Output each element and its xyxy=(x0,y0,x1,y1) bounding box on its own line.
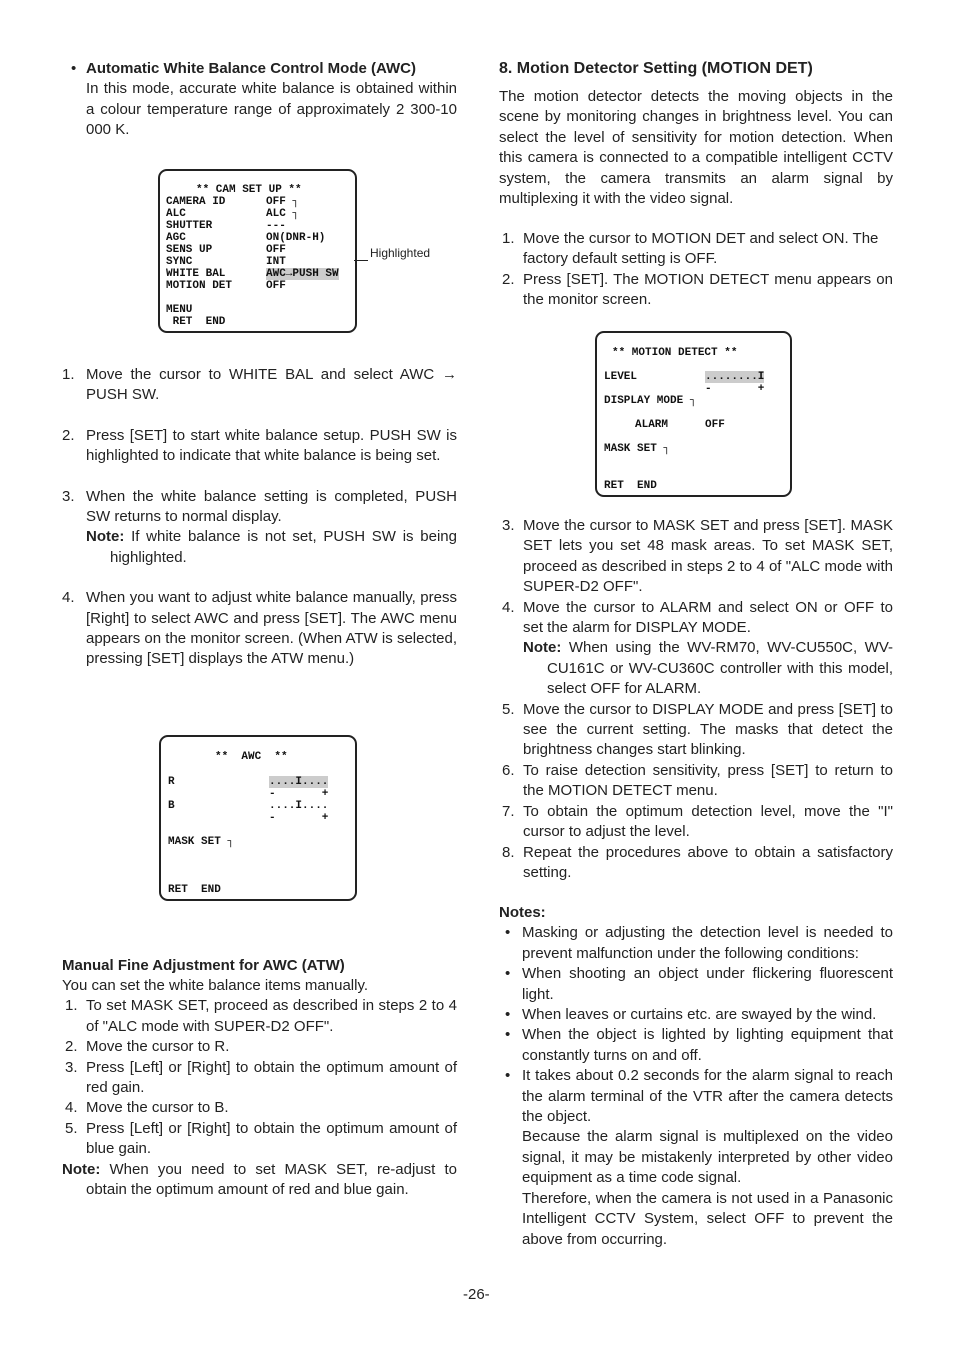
menu-row-value: OFF xyxy=(266,244,286,256)
motion-intro xyxy=(499,59,893,209)
awc-description: In this mode, accurate white balance is obtained within a colour temperature range of approximately 2 300-10 000 K. xyxy=(86,80,457,139)
note-continuation: Therefore, when the camera is not used in a Panasonic Intelligent CCTV System, select OFF to prevent the above from occurring. xyxy=(522,1189,893,1248)
bullet-icon: • xyxy=(71,60,77,77)
highlighted-callout: Highlighted xyxy=(370,246,431,260)
level-label: LEVEL xyxy=(604,371,638,383)
bullet-icon: • xyxy=(505,924,511,942)
step3-note: Note: If white balance is not set, PUSH SW is being highlighted. xyxy=(86,528,457,566)
ret-end-label: RET END xyxy=(168,884,221,896)
callout-line xyxy=(354,260,368,261)
motion-steps-b xyxy=(499,516,893,883)
alarm-value: OFF xyxy=(705,419,725,431)
menu-row-value: ON(DNR-H) xyxy=(266,232,326,244)
mask-set-label: MASK SET ┐ xyxy=(168,836,235,848)
menu-row-label: AGC xyxy=(166,232,186,244)
menu-row-label: SHUTTER xyxy=(166,220,213,232)
menu-row-label: SENS UP xyxy=(166,244,213,256)
list-item: 5. Press [Left] or [Right] to obtain the optimum amount of blue gain. xyxy=(65,1119,457,1158)
menu-row-label: ALC xyxy=(166,208,186,220)
b-label: B xyxy=(168,800,175,812)
atw-intro: You can set the white balance items manually. xyxy=(62,977,369,994)
list-item: 1. Move the cursor to MOTION DET and select ON. The factory default setting is OFF. xyxy=(502,230,879,268)
list-item: 4. Move the cursor to ALARM and select ON or OFF to set the alarm for DISPLAY MODE. Note: When using the WV-RM70, WV-CU550C, WV-CU161C or WV-CU360C controller with this model, select OFF for ALARM. xyxy=(499,598,893,700)
menu-row-label: CAMERA ID xyxy=(166,196,226,208)
bullet-icon: • xyxy=(505,965,511,983)
menu-label: MENU xyxy=(166,304,193,316)
r-scale: - + xyxy=(269,788,329,800)
list-item: • It takes about 0.2 seconds for the alarm signal to reach the alarm terminal of the VTR after the camera detects the object. Because the alarm signal is multiplexed on the video signal, it may be mistakenly interpreted by other video equipment as a time code signal. Therefore, when the camera is not used in a Panasonic Intelligent CCTV System, select OFF to prevent the above from occurring. xyxy=(499,1066,893,1250)
motion-description: The motion detector detects the moving objects in the scene by monitoring changes in brightness level. You can select the level of sensitivity for motion detection. When this camera is connected to a compatible intelligent CCTV system, the camera transmits an alarm signal by multiplexing it with the video signal. xyxy=(499,88,893,208)
atw-section xyxy=(62,956,457,1200)
list-item: 4. Move the cursor to B. xyxy=(65,1099,229,1117)
notes-heading: Notes: xyxy=(499,904,546,921)
list-item: 6. To raise detection sensitivity, press [SET] to return to the MOTION DETECT menu. xyxy=(502,761,893,800)
bullet-icon: • xyxy=(505,1026,511,1044)
atw-note: Note: When you need to set MASK SET, re-adjust to obtain the optimum amount of red and blue gain. xyxy=(62,1160,457,1199)
section-heading: 8. Motion Detector Setting (MOTION DET) xyxy=(499,60,813,77)
bullet-icon: • xyxy=(505,1067,511,1085)
ret-end-label: RET END xyxy=(604,480,657,492)
motion-detect-screen xyxy=(595,331,792,497)
screen-title: ** MOTION DETECT ** xyxy=(612,347,738,359)
atw-heading: Manual Fine Adjustment for AWC (ATW) xyxy=(62,957,345,974)
menu-row-value: OFF xyxy=(266,280,286,292)
menu-row-value: ALC ┐ xyxy=(266,208,300,220)
awc-steps xyxy=(62,365,457,670)
list-item: 3. Press [Left] or [Right] to obtain the optimum amount of red gain. xyxy=(65,1058,457,1097)
list-item: 2. Press [SET]. The MOTION DETECT menu appears on the monitor screen. xyxy=(502,270,893,309)
menu-row-value: OFF ┐ xyxy=(266,196,300,208)
menu-row-value: AWC→PUSH SW xyxy=(266,268,339,280)
r-label: R xyxy=(168,776,175,788)
list-item: • When shooting an object under flickering fluorescent light. xyxy=(505,965,893,1003)
b-gain-bar: ....I.... xyxy=(269,800,329,812)
mask-set-label: MASK SET ┐ xyxy=(604,443,671,455)
list-item: 2. Move the cursor to R. xyxy=(65,1038,230,1056)
list-item: • When leaves or curtains etc. are swayed by the wind. xyxy=(499,1005,893,1025)
r-gain-bar: ....I.... xyxy=(269,776,329,788)
list-item: 2. Press [SET] to start white balance setup. PUSH SW is highlighted to indicate that white balance is being set. xyxy=(62,426,457,465)
awc-section xyxy=(62,59,457,141)
step4-note: Note: When using the WV-RM70, WV-CU550C, WV-CU161C or WV-CU360C controller with this model, select OFF for ALARM. xyxy=(523,639,893,698)
list-item: 8. Repeat the procedures above to obtain a satisfactory setting. xyxy=(502,843,893,881)
list-item: 7. To obtain the optimum detection level, move the "I" cursor to adjust the level. xyxy=(502,802,893,841)
page-number: -26- xyxy=(463,1286,490,1303)
list-item: • When the object is lighted by lighting equipment that constantly turns on and off. xyxy=(505,1026,893,1064)
ret-end-label: RET END xyxy=(166,316,226,328)
list-item: 1. To set MASK SET, proceed as described in steps 2 to 4 of "ALC mode with SUPER-D2 OFF". xyxy=(65,997,457,1035)
list-item: 3. When the white balance setting is completed, PUSH SW returns to normal display. Note: If white balance is not set, PUSH SW is being highlighted. xyxy=(62,487,457,569)
alarm-label: ALARM xyxy=(635,419,669,431)
b-scale: - + xyxy=(269,812,329,824)
menu-row-label: MOTION DET xyxy=(166,280,233,292)
display-mode-label: DISPLAY MODE ┐ xyxy=(604,395,697,407)
list-item: • Masking or adjusting the detection level is needed to prevent malfunction under the following conditions: xyxy=(505,924,893,962)
level-bar: ........I xyxy=(705,371,765,383)
menu-row-value: --- xyxy=(266,220,286,232)
awc-screen xyxy=(159,735,357,901)
level-scale: - + xyxy=(705,383,765,395)
list-item: 3. Move the cursor to MASK SET and press [SET]. MASK SET lets you set 48 mask areas. To set MASK SET, proceed as described in steps 2 to 4 of "ALC mode with SUPER-D2 OFF". xyxy=(502,517,893,596)
motion-steps-a xyxy=(499,229,893,311)
menu-row-label: SYNC xyxy=(166,256,193,268)
menu-row-label: WHITE BAL xyxy=(166,268,226,280)
awc-heading: Automatic White Balance Control Mode (AWC) xyxy=(86,60,416,77)
note-continuation: Because the alarm signal is multiplexed on the video signal, it may be mistakenly interpreted by other video equipment as a time code signal. xyxy=(522,1128,893,1187)
list-item: 4. When you want to adjust white balance manually, press [Right] to select AWC and press [SET]. The AWC menu appears on the monitor screen. (When ATW is selected, pressing [SET] displays the ATW menu.) xyxy=(62,589,457,668)
list-item: 1. Move the cursor to WHITE BAL and select AWC → PUSH SW. xyxy=(62,366,457,404)
notes-section xyxy=(499,903,893,1250)
list-item: 5. Move the cursor to DISPLAY MODE and press [SET] to see the current setting. The masks that detect the brightness changes start blinking. xyxy=(502,700,893,759)
cam-set-up-screen xyxy=(158,169,357,333)
bullet-icon: • xyxy=(505,1006,511,1024)
screen-title: ** AWC ** xyxy=(215,751,288,763)
menu-row-value: INT xyxy=(266,256,286,268)
screen-title: ** CAM SET UP ** xyxy=(196,184,302,196)
awc-bullet-item xyxy=(62,59,457,141)
